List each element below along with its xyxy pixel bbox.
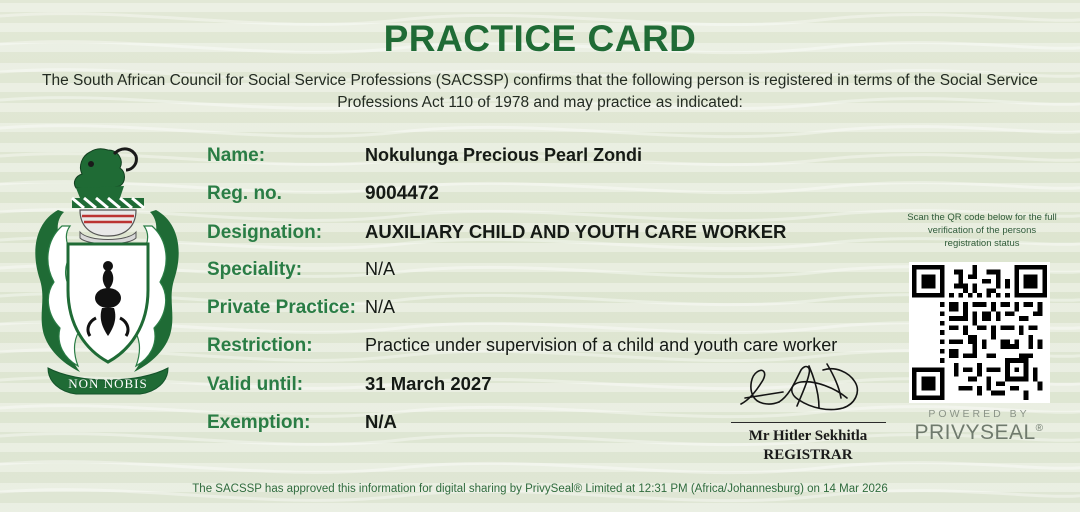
page-title: PRACTICE CARD (383, 18, 697, 59)
field-label: Reg. no. (207, 183, 282, 204)
field-value: Practice under supervision of a child and youth care worker (365, 335, 838, 355)
sacssp-coat-of-arms (28, 140, 188, 410)
field-label: Designation: (207, 222, 323, 243)
qr-instruction-text: Scan the QR code below for the full verification of the persons registration status (907, 212, 1057, 249)
field-value: AUXILIARY CHILD AND YOUTH CARE WORKER (365, 221, 787, 242)
field-label: Restriction: (207, 335, 313, 356)
field-value: Nokulunga Precious Pearl Zondi (365, 145, 643, 165)
handwritten-signature-icon (723, 360, 893, 422)
signatory-name: Mr Hitler Sekhitla (748, 428, 868, 444)
signature-block (718, 360, 898, 464)
field-label: Speciality: (207, 259, 303, 280)
field-value: N/A (365, 297, 396, 317)
privyseal-wordmark (904, 421, 1054, 445)
powered-by-label: POWERED BY (928, 408, 1030, 420)
registered-mark-icon: ® (1035, 423, 1044, 434)
qr-code[interactable] (909, 262, 1050, 403)
field-row-reg-no (207, 183, 967, 212)
field-row-designation (207, 221, 967, 250)
field-row-name (207, 145, 967, 174)
crest-motto: NON NOBIS (68, 376, 148, 391)
signatory-role: REGISTRAR (763, 447, 853, 463)
field-row-speciality (207, 259, 967, 288)
field-label: Name: (207, 145, 266, 166)
field-value: N/A (365, 411, 397, 432)
field-value: 31 March 2027 (365, 373, 492, 394)
signature-line (731, 422, 886, 423)
footer-approval-text: The SACSSP has approved this information for digital sharing by PrivySeal® Limited at 12:31 PM (Africa/Johannesburg) on 14 Mar 2026 (192, 483, 888, 495)
field-row-private-practice (207, 297, 967, 326)
field-label: Exemption: (207, 412, 311, 433)
field-label: Valid until: (207, 374, 304, 395)
field-label: Private Practice: (207, 297, 356, 318)
intro-text: The South African Council for Social Service Professions (SACSSP) confirms that the following person is registered in terms of the Social Service Professions Act 110 of 1978 and may practice as indicated: (42, 72, 1038, 112)
field-value: N/A (365, 259, 396, 279)
privyseal-name: PRIVYSEAL (914, 421, 1036, 444)
field-value: 9004472 (365, 183, 439, 204)
privyseal-branding (904, 408, 1054, 445)
